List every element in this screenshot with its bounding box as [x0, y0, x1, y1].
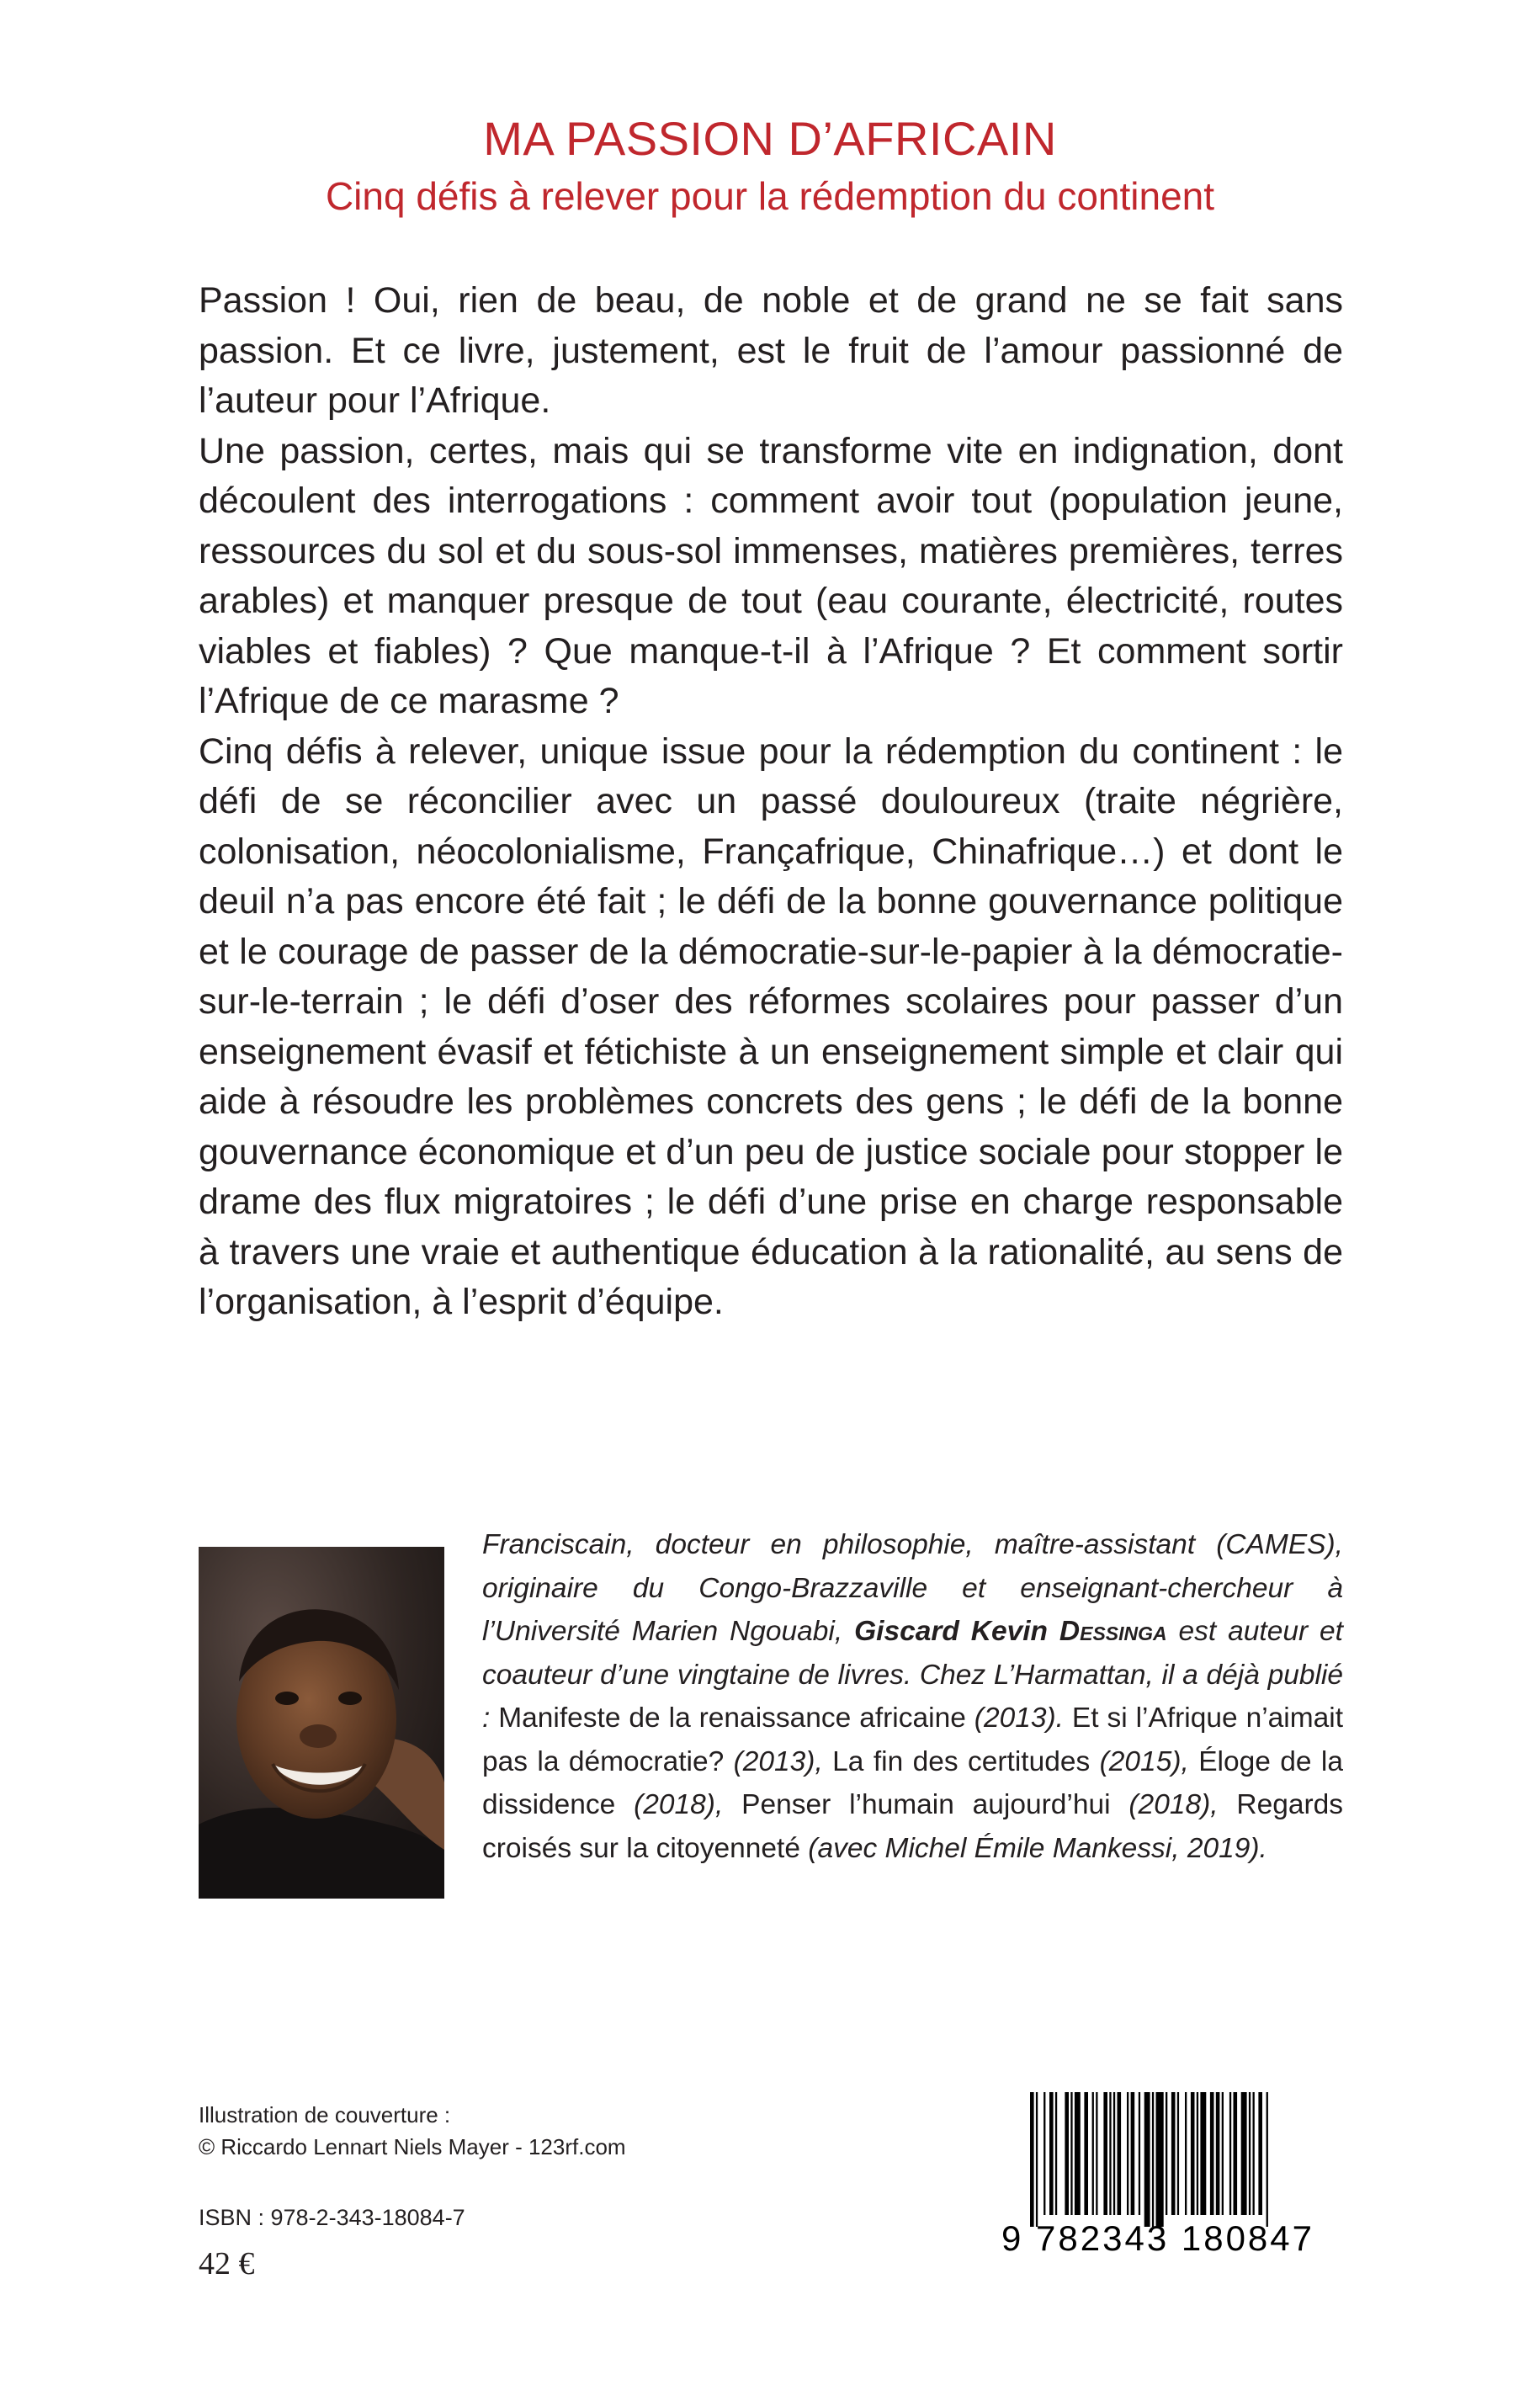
barcode-bar	[1191, 2092, 1195, 2215]
bio-year-6: (avec Michel Émile Mankessi, 2019).	[800, 1832, 1267, 1864]
barcode-bar	[1241, 2092, 1247, 2215]
book-title: MA PASSION D’AFRICAIN	[483, 112, 1057, 165]
barcode-bar	[1234, 2092, 1238, 2215]
barcode-bar	[1103, 2092, 1107, 2215]
barcode-bar	[1131, 2092, 1135, 2215]
bio-book-5: Penser l’humain aujourd’hui	[741, 1789, 1111, 1820]
barcode-bar	[1036, 2092, 1038, 2227]
author-biography	[482, 1523, 1343, 1870]
bio-year-4: (2018),	[615, 1789, 742, 1820]
price: 42 €	[199, 2246, 255, 2281]
bio-book-4: Éloge de la dissidence	[482, 1745, 1343, 1820]
barcode-bar	[1065, 2092, 1069, 2215]
barcode-bar	[1109, 2092, 1111, 2215]
author-last-name: Dessinga	[1059, 1616, 1167, 1647]
bio-year-1: (2013).	[965, 1702, 1072, 1734]
barcode-bar	[1070, 2092, 1072, 2215]
credit-label: Illustration de couverture :	[199, 2102, 451, 2127]
book-subtitle: Cinq défis à relever pour la rédemption du continent	[325, 174, 1215, 218]
barcode-bar	[1156, 2092, 1164, 2227]
barcode-bar	[1144, 2092, 1150, 2227]
author-name	[854, 1616, 1167, 1647]
barcode-bar	[1118, 2092, 1122, 2215]
bio-book-6: Regards croisés sur la citoyenneté	[482, 1789, 1344, 1864]
bio-book-3: La fin des certitudes	[832, 1745, 1091, 1777]
bio-book-1: Manifeste de la renaissance africaine	[498, 1702, 966, 1734]
blurb-paragraph-3: Cinq défis à relever, unique issue pour la rédemption du continent : le défi de se réconcilier avec un passé douloureux (traite négrière, colonisation, néocolonialisme, Françafrique, Chinafrique…) et dont le deuil n’a pas encore été fait ; le défi de la bonne gouvernance politique et le courage de passer de la démocratie-sur-le-papier à la démocratie-sur-le-terrain ; le défi d’oser des réformes scolaires pour passer d’un enseignement évasif et fétichiste à un enseignement simple et clair qui aide à résoudre les problèmes concrets des gens ; le défi de la bonne gouvernance économique et d’un peu de justice sociale pour stopper le drame des flux migratoires ; le défi d’une prise en charge responsable à travers une vraie et authentique éducation à la rationalité, au sens de l’organisation, à l’esprit d’équipe.	[199, 730, 1343, 1322]
barcode-bar	[1171, 2092, 1176, 2215]
barcode-bar	[1210, 2092, 1214, 2215]
credit-source: © Riccardo Lennart Niels Mayer - 123rf.com	[199, 2134, 626, 2159]
barcode-bar	[1139, 2092, 1140, 2215]
barcode-bar	[1253, 2092, 1255, 2215]
barcode-bar	[1216, 2092, 1220, 2215]
barcode-bar	[1258, 2092, 1262, 2215]
bio-year-2: (2013),	[724, 1745, 833, 1777]
barcode-digits: 9 782343 180847	[1001, 2218, 1314, 2258]
barcode-bar	[1096, 2092, 1097, 2215]
barcode-bar	[1049, 2092, 1054, 2215]
barcode-bar	[1197, 2092, 1198, 2215]
isbn: ISBN : 978-2-343-18084-7	[199, 2205, 465, 2230]
barcode-bar	[1200, 2092, 1206, 2215]
barcode-bar	[1113, 2092, 1115, 2215]
barcode-bar	[1043, 2092, 1045, 2215]
blurb-paragraph-2: Une passion, certes, mais qui se transforme vite en indignation, dont découlent des interrogations : comment avoir tout (population jeune, ressources du sol et du sous-sol immenses, matières premières, terres arables) et manquer presque de tout (eau courante, électricité, routes viables et fiables) ? Que manque-t-il à l’Afrique ? Et comment sortir l’Afrique de ce marasme ?	[199, 430, 1343, 721]
barcode-bar	[1030, 2092, 1034, 2227]
barcode-bar	[1267, 2092, 1268, 2227]
author-photo	[199, 1547, 444, 1899]
barcode-bar	[1127, 2092, 1128, 2215]
barcode-bar	[1152, 2092, 1154, 2227]
bio-year-3: (2015),	[1090, 1745, 1199, 1777]
illustration-credit	[199, 2099, 626, 2163]
bio-book-2: Et si l’Afrique n’aimait pas la démocratie?	[482, 1702, 1343, 1777]
bio-year-5: (2018),	[1110, 1789, 1237, 1820]
blurb-paragraph-1: Passion ! Oui, rien de beau, de noble et de grand ne se fait sans passion. Et ce livre, justement, est le fruit de l’amour passionné de l’auteur pour l’Afrique.	[199, 280, 1343, 421]
barcode-bar	[1055, 2092, 1057, 2215]
barcode-bar	[1084, 2092, 1088, 2215]
back-cover-blurb	[199, 276, 1343, 1328]
bio-after-author: est auteur et coauteur d’une vingtaine de livres. Chez L’Harmattan, il a déjà publié :	[482, 1616, 1343, 1734]
barcode-bar	[1075, 2092, 1081, 2215]
bio-intro: Franciscain, docteur en philosophie, maître-assistant (CAMES), originaire du Congo-Brazzaville et enseignant-chercheur à l’Université Marien Ngouabi,	[482, 1529, 1343, 1647]
author-first-name: Giscard Kevin	[854, 1616, 1059, 1647]
barcode-bar	[1092, 2092, 1094, 2215]
barcode-bar	[1185, 2092, 1187, 2215]
barcode-bar	[1222, 2092, 1224, 2215]
barcode-bar	[1229, 2092, 1231, 2215]
barcode-bar	[1249, 2092, 1251, 2215]
barcode-bar	[1177, 2092, 1179, 2215]
barcode-bar	[1166, 2092, 1167, 2215]
